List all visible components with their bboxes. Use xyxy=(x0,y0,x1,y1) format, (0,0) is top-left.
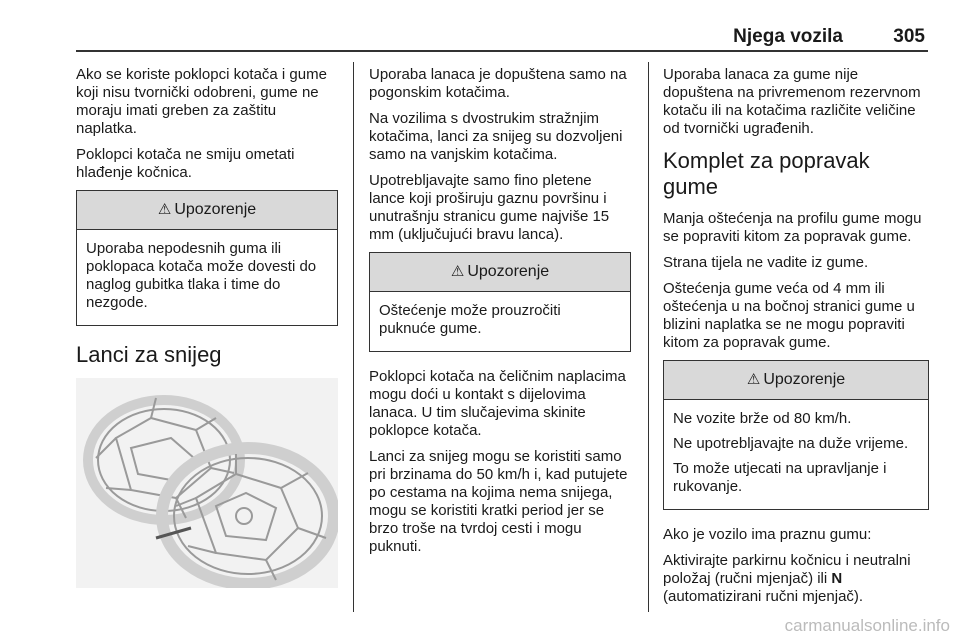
page-number: 305 xyxy=(893,26,925,47)
column-1 xyxy=(76,66,338,588)
warning-text: To može utjecati na upravljanje i rukovanje. xyxy=(673,460,887,495)
paragraph: Uporaba lanaca za gume nije dopuštena na privremenom rezervnom kotaču ili na kotačima različite veličine od tvornički ugrađenih. xyxy=(663,66,921,137)
section-heading: Komplet za popravak gume xyxy=(663,148,870,199)
warning-header xyxy=(664,361,928,400)
warning-title: Upozorenje xyxy=(763,371,846,388)
paragraph: Na vozilima s dvostrukim stražnjim kotačima, lanci za snijeg su dozvoljeni samo na vanjskim kotačima. xyxy=(369,110,623,163)
paragraph: Ako se koriste poklopci kotača i gume koji nisu tvornički odobreni, gume ne moraju imati greben za zaštitu naplatka. xyxy=(76,66,327,137)
warning-text: Oštećenje može prouzročiti puknuće gume. xyxy=(379,302,561,337)
section-title: Njega vozila xyxy=(733,26,843,47)
header-rule xyxy=(76,50,928,52)
paragraph xyxy=(663,552,929,606)
paragraph: Oštećenja gume veća od 4 mm ili oštećenja u na bočnoj stranici gume u blizini naplatka se ne mogu popraviti kitom za popravak gume. xyxy=(663,280,915,351)
warning-box xyxy=(663,360,929,510)
column-3 xyxy=(663,66,929,614)
warning-text: Ne upotrebljavajte na duže vrijeme. xyxy=(673,435,909,452)
paragraph: Poklopci kotača ne smiju ometati hlađenje kočnica. xyxy=(76,146,295,181)
paragraph: Uporaba lanaca je dopuštena samo na pogonskim kotačima. xyxy=(369,66,627,101)
warning-header xyxy=(370,253,630,292)
paragraph: Manja oštećenja na profilu gume mogu se popraviti kitom za popravak gume. xyxy=(663,210,922,245)
warning-text: Ne vozite brže od 80 km/h. xyxy=(673,410,852,427)
warning-triangle-icon: ⚠ xyxy=(157,201,172,218)
snow-chain-illustration xyxy=(76,378,338,588)
paragraph: Ako je vozilo ima praznu gumu: xyxy=(663,526,872,543)
paragraph: Upotrebljavajte samo fino pletene lance koji proširuju gaznu površinu i unutrašnju stranicu gume najviše 15 mm (uključujući bravu lanca). xyxy=(369,172,610,243)
watermark: carmanualsonline.info xyxy=(784,616,950,635)
warning-triangle-icon: ⚠ xyxy=(746,371,761,388)
warning-triangle-icon: ⚠ xyxy=(450,263,465,280)
warning-title: Upozorenje xyxy=(174,201,257,218)
paragraph: Poklopci kotača na čeličnim naplacima mogu doći u kontakt s dijelovima lanaca. U tim slučajevima skinite poklopce kotača. xyxy=(369,368,626,439)
column-divider-1 xyxy=(353,62,354,612)
paragraph-text: Aktivirajte parkirnu kočnicu i neutralni položaj (ručni mjenjač) ili xyxy=(663,552,911,587)
column-2 xyxy=(369,66,631,564)
gear-position-n: N xyxy=(831,570,843,587)
paragraph-text: (automatizirani ručni mjenjač). xyxy=(663,588,864,605)
warning-header xyxy=(77,191,337,230)
page-header xyxy=(76,22,928,52)
warning-box xyxy=(76,190,338,326)
warning-text: Uporaba nepodesnih guma ili poklopaca kotača može dovesti do naglog gubitka tlaka i time do nezgode. xyxy=(86,240,317,311)
paragraph: Lanci za snijeg mogu se koristiti samo pri brzinama do 50 km/h i, kad putujete po cestama na kojima nema snijega, mogu se koristiti kratki period jer se brzo troše na tvrdoj cesti i mogu puknuti. xyxy=(369,448,628,555)
section-heading: Lanci za snijeg xyxy=(76,342,222,367)
warning-box xyxy=(369,252,631,352)
column-divider-2 xyxy=(648,62,649,612)
warning-title: Upozorenje xyxy=(467,263,550,280)
paragraph: Strana tijela ne vadite iz gume. xyxy=(663,254,869,271)
